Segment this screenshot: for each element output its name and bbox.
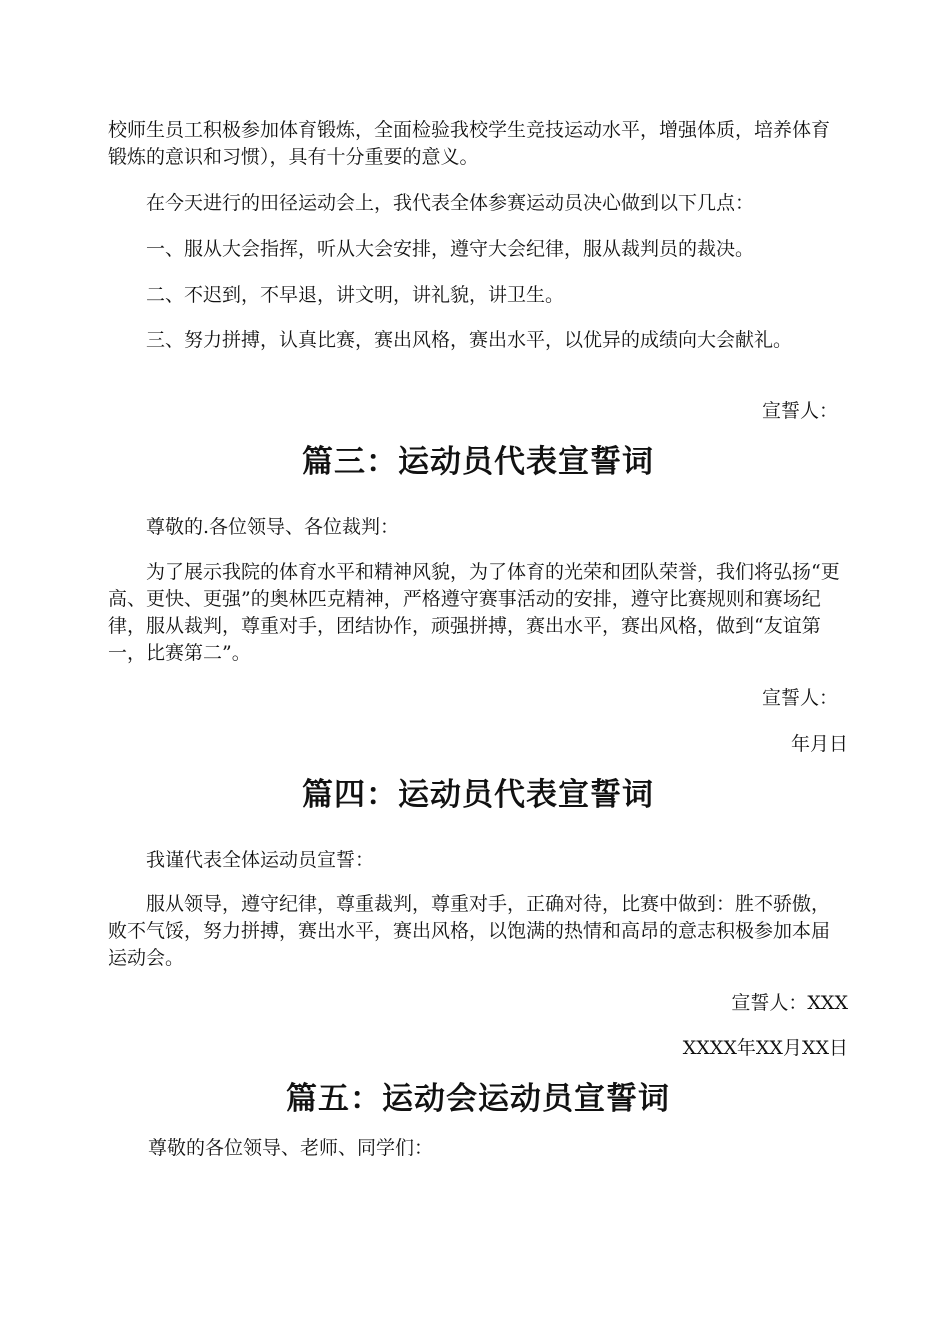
greeting-5: 尊敬的各位领导、老师、同学们： — [148, 1137, 434, 1159]
section-title-3: 篇三：运动员代表宣誓词 — [302, 444, 654, 480]
greeting-4: 我谨代表全体运动员宣誓： — [146, 849, 375, 871]
section-title-5: 篇五：运动会运动员宣誓词 — [286, 1081, 670, 1117]
signature-4: 宣誓人：XXX — [731, 992, 848, 1014]
point-1: 一、服从大会指挥，听从大会安排，遵守大会纪律，服从裁判员的裁决。 — [146, 238, 755, 260]
date-3: 年月日 — [790, 733, 848, 755]
greeting-3: 尊敬的.各位领导、各位裁判： — [146, 516, 400, 538]
signature-line: 宣誓人： — [761, 400, 838, 422]
body-4: 服从领导，遵守纪律，尊重裁判，尊重对手，正确对待，比赛中做到：胜不骄傲，败不气馁，努力拼搏，赛出水平，赛出风格，以饱满的热情和高昂的意志积极参加本届运动会。 — [108, 893, 831, 969]
signature-3: 宣誓人： — [761, 687, 838, 709]
point-3: 三、努力拼搏，认真比赛，赛出风格，赛出水平，以优异的成绩向大会献礼。 — [146, 329, 793, 351]
point-2: 二、不迟到，不早退，讲文明，讲礼貌，讲卫生。 — [146, 284, 565, 306]
section-title-4: 篇四：运动员代表宣誓词 — [302, 777, 654, 813]
date-4: XXXX年XX月XX日 — [682, 1037, 848, 1059]
intro-paragraph: 校师生员工积极参加体育锻炼，全面检验我校学生竞技运动水平，增强体质，培养体育锻炼的意识和习惯），具有十分重要的意义。 — [108, 119, 831, 168]
resolve-paragraph: 在今天进行的田径运动会上，我代表全体参赛运动员决心做到以下几点： — [146, 192, 755, 214]
body-3: 为了展示我院的体育水平和精神风貌，为了体育的光荣和团队荣誉，我们将弘扬“更高、更快、更强”的奥林匹克精神，严格遵守赛事活动的安排，遵守比赛规则和赛场纪律，服从裁判，尊重对手，团结协作，顽强拼搏，赛出水平，赛出风格，做到“友谊第一，比赛第二”。 — [108, 561, 840, 664]
